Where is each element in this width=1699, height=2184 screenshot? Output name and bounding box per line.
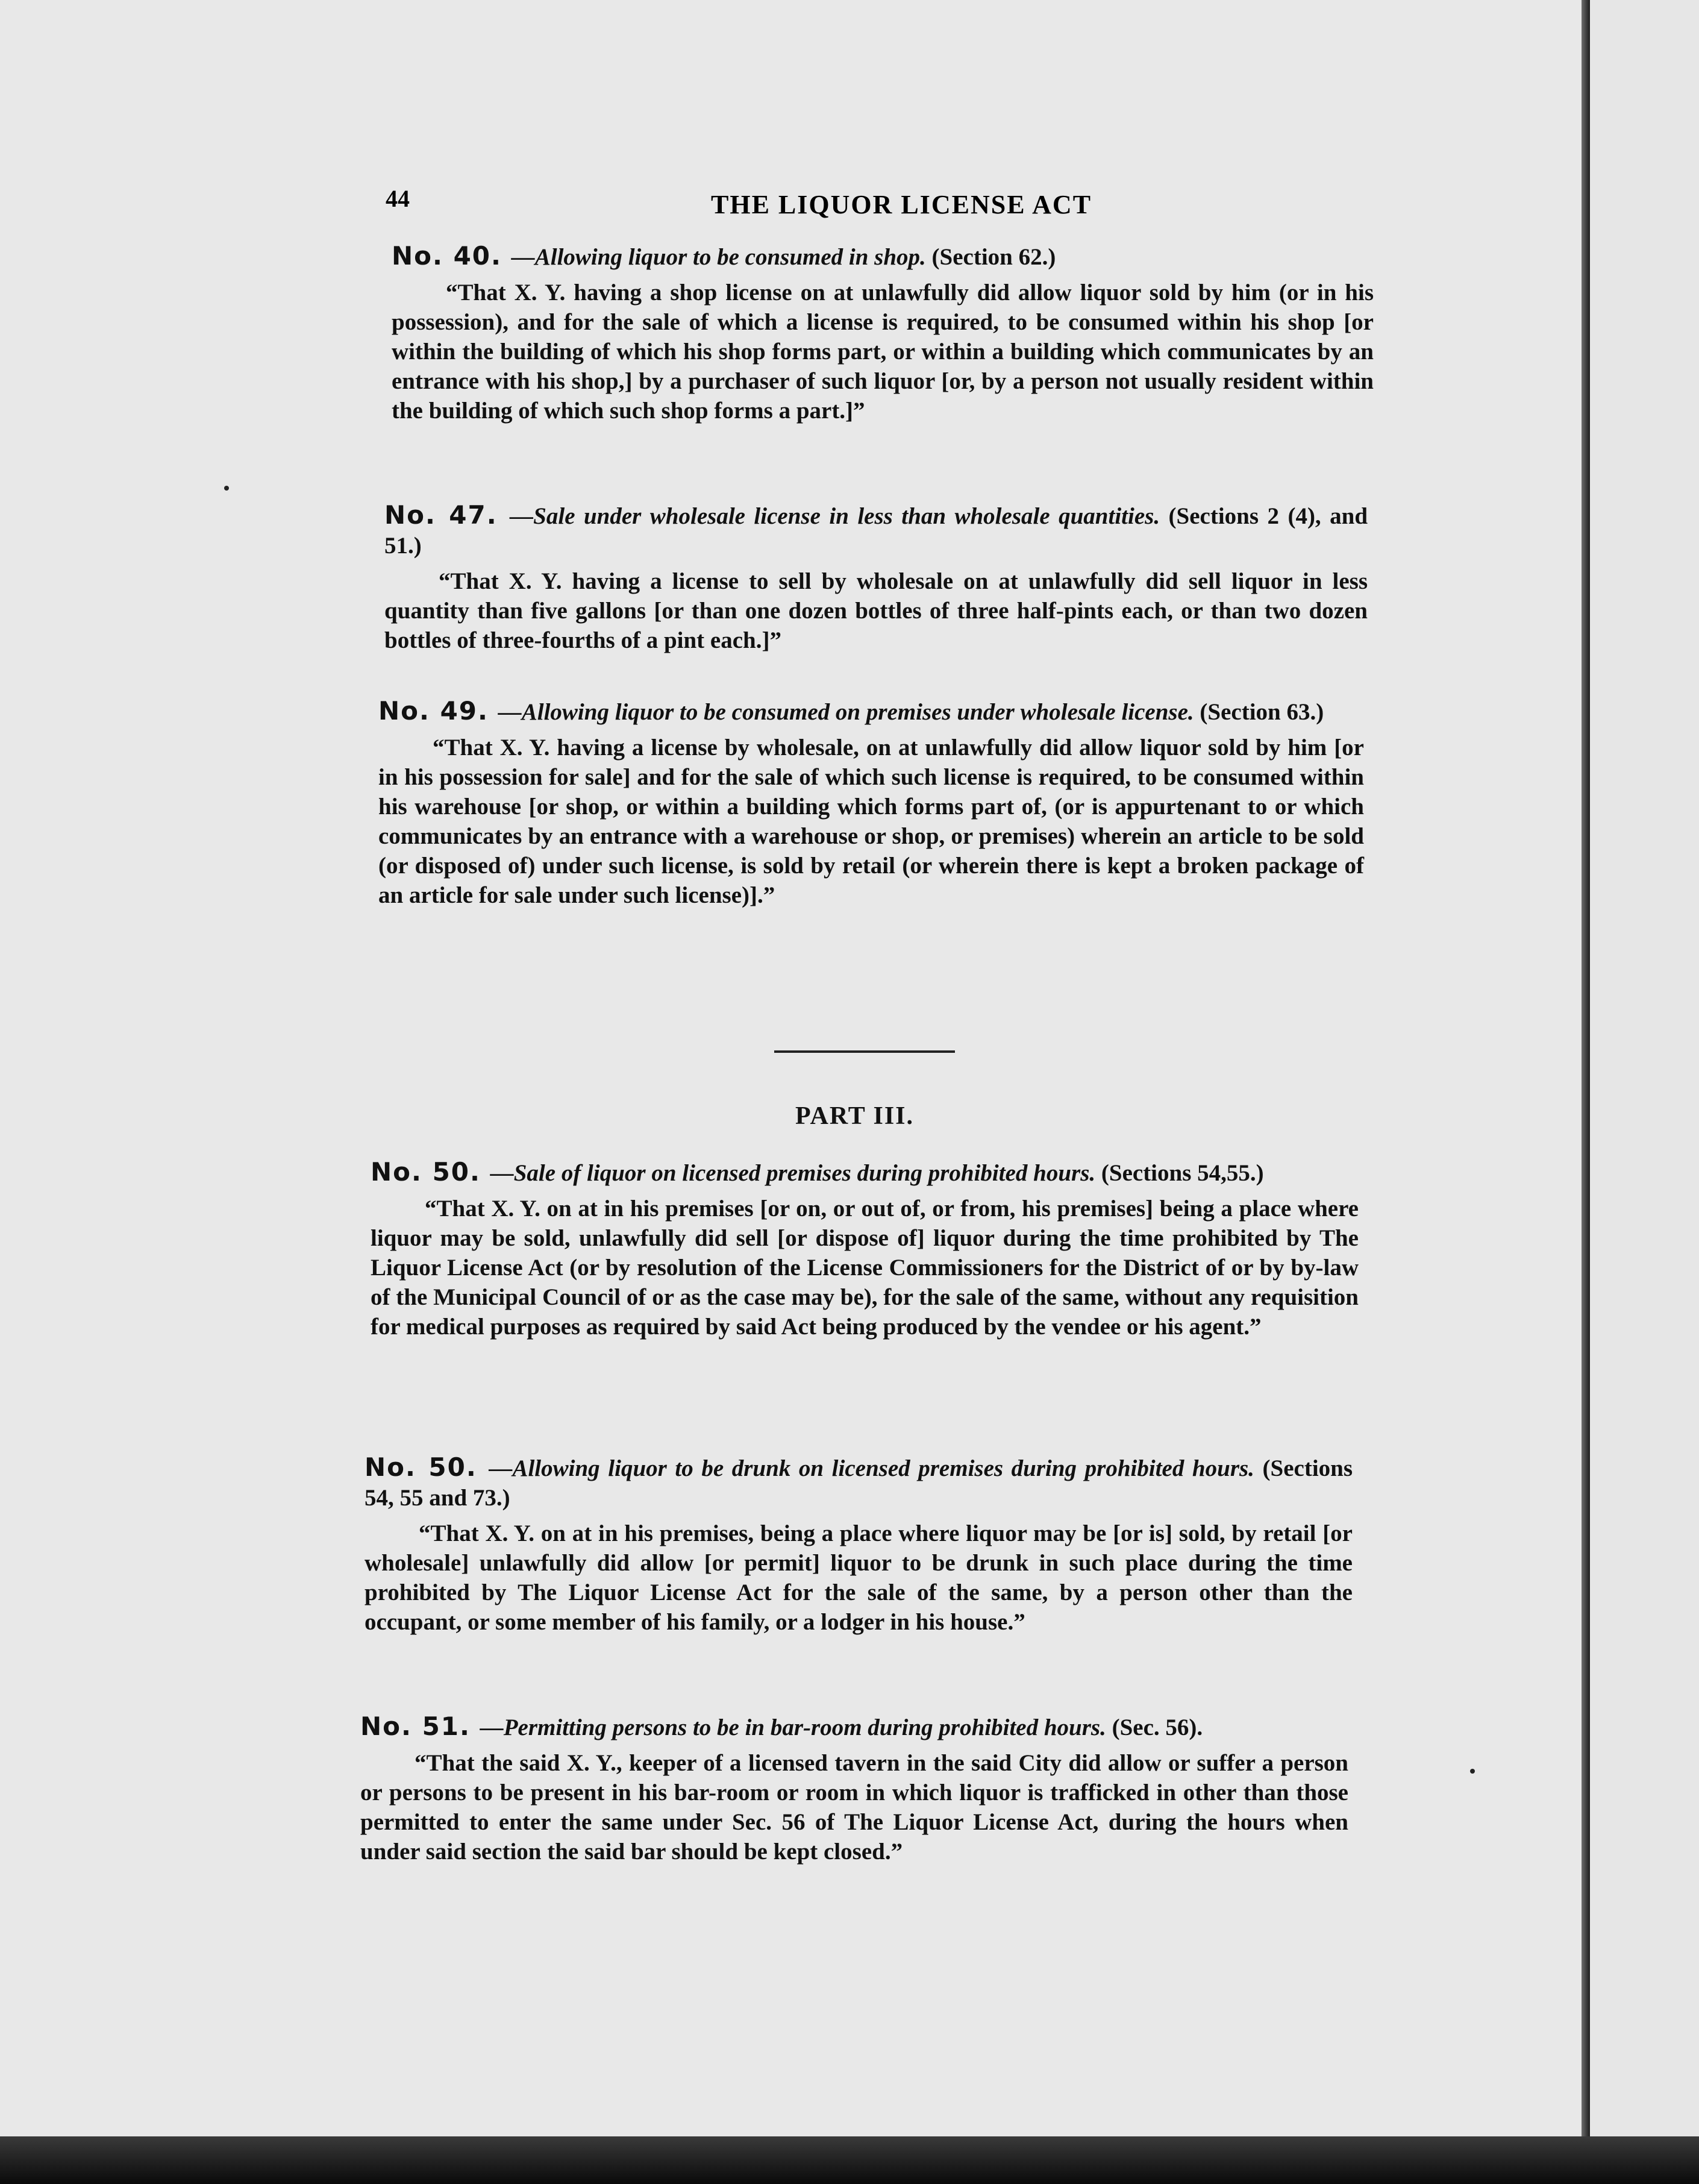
entry-heading (392, 241, 1374, 272)
part-title: PART III. (795, 1102, 915, 1130)
entry-50-sale (371, 1157, 1359, 1341)
entry-body: “That the said X. Y., keeper of a licensed tavern in the said City did allow or suffer a person or persons to be present in his bar-room or room in which liquor is trafficked in other than those permitted to enter the same under Sec. 56 of The Liquor License Act, during the hours when under said section the said bar should be kept closed.” (360, 1750, 1348, 1865)
page-fold (1582, 0, 1590, 2184)
entry-section: (Section 62.) (931, 244, 1056, 270)
entry-title: —Allowing liquor to be drunk on licensed premises during prohibited hours. (489, 1455, 1254, 1481)
entry-section: (Sec. 56). (1112, 1715, 1203, 1740)
entry-50-allowing (365, 1452, 1353, 1637)
entry-number: No. 50. (371, 1157, 481, 1187)
entry-heading (360, 1712, 1348, 1742)
entry-47 (384, 500, 1368, 655)
entry-title: —Allowing liquor to be consumed on premises under wholesale license. (498, 699, 1194, 725)
entry-body: “That X. Y. having a license to sell by wholesale on at unlawfully did sell liquor in less quantity than five gallons [or than one dozen bottles of three half-pints each, or than two dozen bottles of three-fourths of a pint each.]” (384, 568, 1368, 653)
entry-number: No. 50. (365, 1452, 477, 1482)
page-number: 44 (386, 185, 410, 212)
entry-51 (360, 1712, 1348, 1866)
entry-section: (Sections 54,55.) (1101, 1160, 1264, 1186)
entry-number: No. 40. (392, 241, 502, 271)
entry-title: —Sale under wholesale license in less than wholesale quantities. (510, 503, 1160, 529)
entry-49 (378, 696, 1364, 910)
running-title: THE LIQUOR LICENSE ACT (711, 190, 1092, 219)
scan-speck (224, 486, 229, 491)
entry-title: —Permitting persons to be in bar-room during prohibited hours. (480, 1715, 1106, 1740)
entry-number: No. 49. (378, 696, 489, 726)
entry-heading (384, 500, 1368, 560)
adjacent-page-edge (1590, 0, 1699, 2184)
entry-number: No. 51. (360, 1712, 471, 1741)
entry-title: —Sale of liquor on licensed premises during prohibited hours. (490, 1160, 1096, 1186)
section-divider (774, 1050, 955, 1053)
entry-heading (371, 1157, 1359, 1188)
entry-heading (365, 1452, 1353, 1513)
entry-body: “That X. Y. on at in his premises, being a place where liquor may be [or is] sold, by retail [or wholesale] unlawfully did allow [or permit] liquor to be drunk in such place during the time prohibited by The Liquor License Act for the sale of the same, by a person other than the occupant, or some member of his family, or a lodger in his house.” (365, 1520, 1353, 1635)
entry-section: (Sections 54, 55 and 73.) (365, 1455, 1353, 1511)
entry-heading (378, 696, 1364, 727)
scan-speck (1470, 1769, 1475, 1774)
scan-bottom-edge (0, 2136, 1699, 2184)
entry-section: (Sections 2 (4), and 51.) (384, 503, 1368, 559)
entry-body: “That X. Y. having a shop license on at unlawfully did allow liquor sold by him (or in his possession), and for the sale of which a license is required, to be consumed within his shop [or within the building of which his shop forms part, or within a building which communicates by an entrance with his shop,] by a purchaser of such liquor [or, by a person not usually resident within the building of which such shop forms a part.]” (392, 280, 1374, 424)
entry-title: —Allowing liquor to be consumed in shop. (511, 244, 926, 270)
entry-number: No. 47. (384, 500, 498, 530)
entry-body: “That X. Y. having a license by wholesale, on at unlawfully did allow liquor sold by him [or in his possession for sale] and for the sale of which such license is required, to be consumed within his warehouse [or shop, or within a building which forms part of, (or is appurtenant to or which communicates by an entrance with a warehouse or shop, or premises) wherein an article to be sold (or disposed of) under such license, is sold by retail (or wherein there is kept a broken package of an article for sale under such license)].” (378, 735, 1364, 908)
entry-40 (392, 241, 1374, 425)
entry-section: (Section 63.) (1200, 699, 1324, 725)
running-head (386, 184, 1380, 221)
entry-body: “That X. Y. on at in his premises [or on, or out of, or from, his premises] being a place where liquor may be sold, unlawfully did sell [or dispose of] liquor during the time prohibited by The Liquor License Act (or by resolution of the License Commissioners for the District of or by by-law of the Municipal Council of or as the case may be), for the sale of the same, without any requisition for medical purposes as required by said Act being produced by the vendee or his agent.” (371, 1196, 1359, 1340)
